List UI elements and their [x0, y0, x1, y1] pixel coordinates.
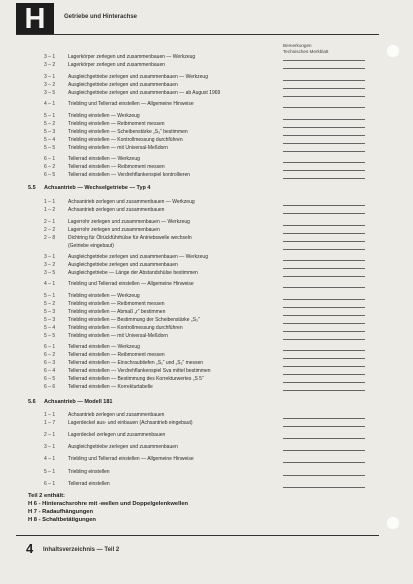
notes-line [283, 418, 365, 419]
notes-line [283, 426, 365, 427]
entry-title: Triebling einstellen — Reibmoment messen [68, 301, 165, 307]
entry-number: 6 – 3 [44, 360, 56, 366]
notes-line [283, 96, 365, 97]
notes-line [283, 307, 365, 308]
entry-number: 3 – 5 [44, 90, 56, 96]
entry-number: 5 – 1 [44, 293, 56, 299]
entry-title: Lagerrohr zerlegen und zusammenbauen [68, 227, 160, 233]
notes-line [283, 143, 365, 144]
notes-line [283, 88, 365, 89]
section-title: Achsantrieb — Modell 181 [44, 399, 113, 405]
entry-title: Tellerrad einstellen — Werkzeug [68, 156, 140, 162]
entry-title: Triebling einstellen — mit Universal-Meßdorn [68, 145, 168, 151]
entry-number: 5 – 3 [44, 317, 56, 323]
entry-title: Triebling einstellen — mit Universal-Meßdorn [68, 333, 168, 339]
notes-line [283, 358, 365, 359]
notes-line [283, 119, 365, 120]
notes-line [283, 233, 365, 234]
entry-title: Triebling einstellen — Werkzeug [68, 293, 140, 299]
part-2-heading: Teil 2 enthält: [28, 493, 65, 499]
notes-line [283, 462, 365, 463]
notes-header-line-2: Technisches Merkblatt [283, 49, 329, 54]
notes-line [283, 382, 365, 383]
entry-number: 1 – 2 [44, 207, 56, 213]
entry-title: Ausgleichgetriebe zerlegen und zusammenbauen — Werkzeug [68, 254, 208, 260]
entry-number: 5 – 4 [44, 137, 56, 143]
entry-number: 5 – 3 [44, 309, 56, 315]
part-2-contents [28, 492, 188, 524]
notes-line [283, 260, 365, 261]
footer-divider [16, 535, 379, 536]
entry-title: Ausgleichgetriebe zerlegen und zusammenbauen [68, 262, 178, 268]
notes-line [283, 438, 365, 439]
entry-title: Lagerdeckel zerlegen und zusammenbauen [68, 432, 166, 438]
notes-line [283, 315, 365, 316]
entry-title: Tellerrad einstellen — Einschraubtiefen „S₁“ und „S₂“ messen [68, 360, 204, 366]
header-divider [16, 34, 379, 35]
entry-number: 4 – 1 [44, 456, 56, 462]
notes-line [283, 374, 365, 375]
entry-title: Dichtring für Ölrückführhülse für Antriebswelle wechseln [68, 235, 192, 241]
notes-line [283, 366, 365, 367]
entry-title: Tellerrad einstellen — Bestimmung des Korrekturwertes „S 5“ [68, 376, 204, 382]
entry-title: Tellerrad einstellen — Reibmoment messen [68, 352, 165, 358]
entry-title: Lagerdeckel aus- und einbauen (Achsantrieb eingebaut) [68, 420, 193, 426]
entry-title: Ausgleichgetriebe zerlegen und zusammenbauen [68, 82, 178, 88]
entry-number: 6 – 2 [44, 352, 56, 358]
entry-title: Triebling einstellen — Scheibenstärke „S₃“ bestimmen [68, 129, 188, 135]
notes-line [283, 80, 365, 81]
entry-title: Lagerkörper zerlegen und zusammenbauen — Werkzeug [68, 54, 196, 60]
entry-title: Triebling und Tellerrad einstellen — Allgemeine Hinweise [68, 101, 194, 107]
entry-number: 3 – 1 [44, 254, 56, 260]
entry-number: 6 – 1 [44, 156, 56, 162]
entry-title: Tellerrad einstellen — Werkzeug [68, 344, 140, 350]
notes-line [283, 107, 365, 108]
entry-number: 3 – 1 [44, 444, 56, 450]
entry-title: (Getriebe eingebaut) [68, 243, 114, 249]
section-tab [16, 3, 54, 35]
entry-title: Lagerkörper zerlegen und zusammenbauen [68, 62, 166, 68]
entry-number: 5 – 2 [44, 121, 56, 127]
notes-line [283, 127, 365, 128]
entry-number: 4 – 1 [44, 281, 56, 287]
entry-number: 3 – 2 [44, 82, 56, 88]
notes-line [283, 135, 365, 136]
entry-title: Triebling einstellen [68, 469, 110, 475]
entry-title: Lagerrohr zerlegen und zusammenbauen — Werkzeug [68, 219, 190, 225]
section-tab-letter: H [24, 3, 46, 35]
entry-title: Triebling und Tellerrad einstellen — Allgemeine Hinweise [68, 281, 194, 287]
entry-title: Triebling und Tellerrad einstellen — Allgemeine Hinweise [68, 456, 194, 462]
part-2-line-h7: H 7 - Radaufhängungen [28, 509, 94, 515]
notes-line [283, 162, 365, 163]
entry-number: 3 – 2 [44, 62, 56, 68]
entry-title: Tellerrad einstellen — Verdrehflankenspiel kontrollieren [68, 172, 191, 178]
notes-line [283, 350, 365, 351]
entry-number: 5 – 5 [44, 333, 56, 339]
entry-number: 1 – 1 [44, 412, 56, 418]
entry-number: 5 – 5 [44, 145, 56, 151]
notes-line [283, 249, 365, 250]
notes-line [283, 225, 365, 226]
entry-title: Ausgleichgetriebe zerlegen und zusammenbauen — Werkzeug [68, 74, 208, 80]
entry-number: 2 – 1 [44, 219, 56, 225]
entry-number: 5 – 1 [44, 113, 56, 119]
entry-number: 6 – 4 [44, 368, 56, 374]
entry-title: Triebling einstellen — Kontrollmessung durchführen [68, 137, 183, 143]
section-number: 5.6 [28, 399, 36, 405]
part-2-line-h6: H 6 - Hinterachsrohre mit -wellen und Doppelgelenkwellen [28, 501, 189, 507]
notes-line [283, 151, 365, 152]
notes-line [283, 323, 365, 324]
notes-line [283, 390, 365, 391]
entry-number: 1 – 1 [44, 199, 56, 205]
entry-number: 2 – 8 [44, 235, 56, 241]
notes-line [283, 487, 365, 488]
notes-line [283, 287, 365, 288]
section-title: Achsantrieb — Wechselgetriebe — Typ 4 [44, 185, 151, 191]
entry-title: Tellerrad einstellen — Verdrehflankenspiel Sva mittel bestimmen [68, 368, 211, 374]
entry-number: 6 – 1 [44, 344, 56, 350]
entry-number: 5 – 1 [44, 469, 56, 475]
entry-number: 5 – 4 [44, 325, 56, 331]
notes-line [283, 475, 365, 476]
entry-number: 3 – 1 [44, 54, 56, 60]
entry-title: Triebling einstellen — Bestimmung der Scheibenstärke „S₃“ [68, 317, 200, 323]
notes-line [283, 276, 365, 277]
entry-number: 5 – 2 [44, 301, 56, 307]
notes-line [283, 205, 365, 206]
page-header-title: Getriebe und Hinterachse [64, 14, 138, 20]
notes-header-line-1: Bemerkungen [283, 43, 312, 48]
entry-title: Achsantrieb zerlegen und zusammenbauen [68, 207, 165, 213]
entry-number: 3 – 5 [44, 270, 56, 276]
entry-title: Achsantrieb zerlegen und zusammenbauen [68, 412, 165, 418]
entry-title: Ausgleichgetriebe zerlegen und zusammenbauen [68, 444, 178, 450]
entry-title: Triebling einstellen — Reibmoment messen [68, 121, 165, 127]
entry-number: 6 – 2 [44, 164, 56, 170]
entry-number: 2 – 2 [44, 227, 56, 233]
notes-line [283, 268, 365, 269]
section-number: 5.5 [28, 185, 36, 191]
entry-number: 4 – 1 [44, 101, 56, 107]
footer-title: Inhaltsverzeichnis — Teil 2 [43, 547, 120, 553]
entry-title: Tellerrad einstellen [68, 481, 110, 487]
entry-title: Triebling einstellen — Kontrollmessung durchführen [68, 325, 183, 331]
notes-line [283, 450, 365, 451]
entry-title: Tellerrad einstellen — Reibmoment messen [68, 164, 165, 170]
entry-title: Tellerrad einstellen — Korrekturtabelle [68, 384, 153, 390]
entry-title: Triebling einstellen — Abmaß „r“ bestimmen [68, 309, 166, 315]
entry-number: 6 – 5 [44, 376, 56, 382]
entry-number: 2 – 1 [44, 432, 56, 438]
binder-hole-top [386, 44, 400, 58]
notes-column-header [283, 43, 328, 55]
entry-number: 5 – 3 [44, 129, 56, 135]
entry-title: Ausgleichgetriebe zerlegen und zusammenbauen — ab August 1969 [68, 90, 221, 96]
entry-number: 3 – 2 [44, 262, 56, 268]
page-number: 4 [26, 541, 34, 556]
notes-line [283, 178, 365, 179]
entry-title: Triebling einstellen — Werkzeug [68, 113, 140, 119]
entry-title: Achsantrieb zerlegen und zusammenbauen — Werkzeug [68, 199, 195, 205]
notes-line [283, 170, 365, 171]
notes-line [283, 68, 365, 69]
notes-line [283, 331, 365, 332]
entry-title: Ausgleichgetriebe — Länge der Abstandshülse bestimmen [68, 270, 198, 276]
part-2-line-h8: H 8 - Schaltbetätigungen [28, 517, 96, 523]
notes-line [283, 213, 365, 214]
entry-number: 3 – 1 [44, 74, 56, 80]
entry-number: 6 – 1 [44, 481, 56, 487]
notes-line [283, 241, 365, 242]
entry-number: 6 – 5 [44, 172, 56, 178]
notes-line [283, 339, 365, 340]
notes-line [283, 60, 365, 61]
binder-hole-bottom [386, 516, 400, 530]
entry-number: 6 – 6 [44, 384, 56, 390]
notes-line [283, 299, 365, 300]
entry-number: 1 – 7 [44, 420, 56, 426]
